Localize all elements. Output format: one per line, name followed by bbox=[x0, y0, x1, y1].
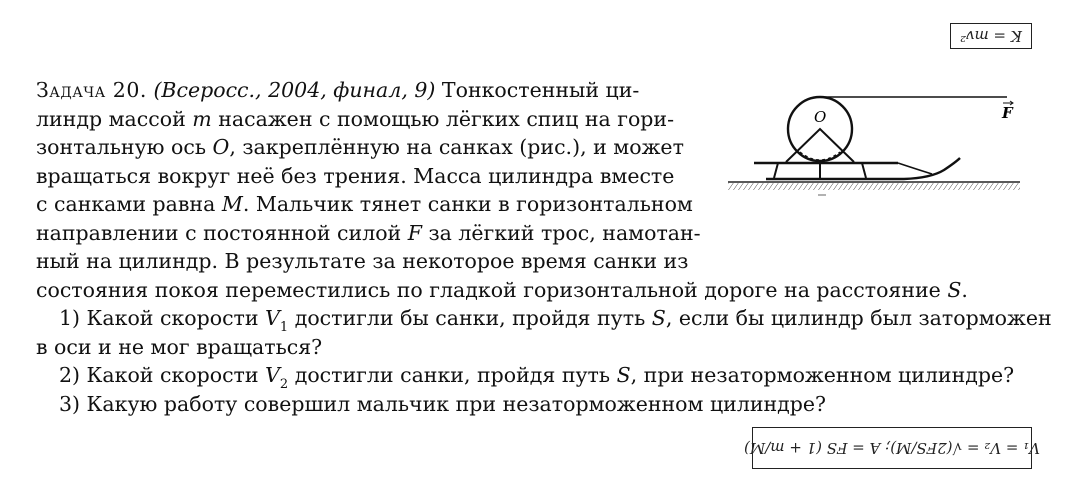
text-fragment: за лёгкий трос, намотан- bbox=[421, 220, 701, 245]
text-fragment: , закреплённую на санках (рис.), и может bbox=[229, 135, 684, 159]
text-fragment: достигли бы санки, пройдя путь bbox=[288, 306, 652, 330]
text-fragment: . bbox=[961, 277, 968, 302]
var-V: V bbox=[265, 363, 280, 387]
runner-front bbox=[898, 163, 932, 174]
label-o: O bbox=[814, 108, 827, 126]
var-V: V bbox=[265, 306, 280, 330]
sled-cylinder-figure bbox=[726, 86, 1026, 206]
subscript: 2 bbox=[279, 377, 289, 393]
question-1 bbox=[36, 304, 1052, 336]
answer-top-text: K = mv² bbox=[959, 27, 1023, 45]
sled-leg bbox=[774, 163, 778, 178]
text-fragment: Тонкостенный ци- bbox=[435, 78, 640, 102]
text-fragment: линдр массой bbox=[36, 106, 193, 131]
problem-source: (Всеросс., 2004, финал, 9) bbox=[153, 78, 436, 102]
var-S: S bbox=[651, 306, 666, 330]
var-M: M bbox=[221, 192, 243, 216]
var-S: S bbox=[947, 277, 962, 302]
text-fragment: , при незаторможенном цилиндре? bbox=[630, 363, 1015, 387]
axle-support bbox=[786, 129, 854, 162]
question-2 bbox=[36, 361, 1046, 393]
text-fragment: 1) Какой скорости bbox=[59, 306, 266, 330]
answer-bottom-text: V₁ = V₂ = √(2FS/M); A = FS (1 + m/M) bbox=[744, 439, 1041, 457]
var-S: S bbox=[616, 363, 631, 387]
problem-header: Задача 20. bbox=[36, 78, 147, 102]
var-F: F bbox=[407, 220, 422, 245]
text-fragment: насажен с помощью лёгких спиц на гори- bbox=[211, 106, 675, 131]
text-fragment: , если бы цилиндр был заторможен bbox=[665, 306, 1052, 330]
answer-box-top bbox=[950, 23, 1032, 49]
text-fragment: состояния покоя переместились по гладкой горизонтальной дороге на расстояние bbox=[36, 277, 948, 302]
text-fragment: достигли санки, пройдя путь bbox=[288, 363, 617, 387]
subscript: 1 bbox=[279, 320, 289, 336]
ground-hatching bbox=[728, 183, 1020, 190]
question-3: 3) Какую работу совершил мальчик при незаторможенном цилиндре? bbox=[59, 391, 827, 416]
text-fragment: зонтальную ось bbox=[36, 135, 213, 159]
text-fragment: с санками равна bbox=[36, 192, 222, 216]
sled-leg bbox=[862, 163, 866, 178]
answer-box-bottom bbox=[744, 427, 1041, 469]
question-1-cont: в оси и не мог вращаться? bbox=[36, 334, 323, 359]
figure-svg bbox=[726, 86, 1026, 206]
text-fragment: 2) Какой скорости bbox=[59, 363, 266, 387]
var-m: m bbox=[192, 106, 212, 131]
problem-line-4: вращаться вокруг неё без трения. Масса цилиндра вместе bbox=[36, 163, 675, 188]
problem-line-7: ный на цилиндр. В результате за некоторое время санки из bbox=[36, 249, 689, 273]
text-fragment: направлении с постоянной силой bbox=[36, 220, 408, 245]
problem-line-8 bbox=[36, 276, 1046, 305]
var-o: O bbox=[212, 135, 230, 159]
text-fragment: . Мальчик тянет санки в горизонтальном bbox=[242, 192, 693, 216]
label-f: F bbox=[1002, 104, 1013, 122]
problem-line-6 bbox=[36, 219, 1046, 248]
